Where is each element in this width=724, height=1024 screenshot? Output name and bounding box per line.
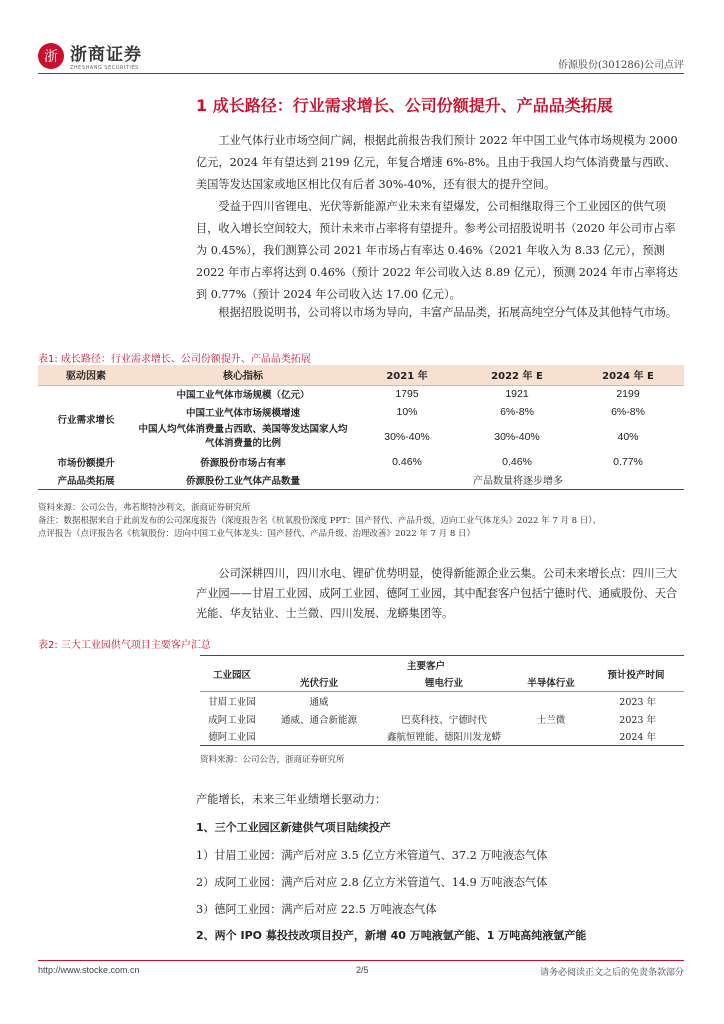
text-line: 1）甘眉工业园：满产后对应 3.5 亿立方米管道气、37.2 万吨液态气体 <box>196 849 548 862</box>
table-row: 德阿工业园 鑫航恒锂能、德阳川发龙蟒 2024 年 <box>200 728 684 746</box>
paragraph-3: 根据招股说明书，公司将以市场为导向，丰富产品品类，拓展高纯空分气体及其他特气市场。 <box>218 306 678 319</box>
table2-source: 资料来源：公司公告，浙商证券研究所 <box>200 755 345 765</box>
table-header: 工业园区 <box>200 656 264 692</box>
page-number: 2/5 <box>356 965 369 975</box>
logo <box>38 40 142 71</box>
table-header: 驱动因素 <box>38 365 134 385</box>
disclaimer-note: 请务必阅读正文之后的免责条款部分 <box>539 968 684 978</box>
table-header: 预计投产时间 <box>588 656 684 692</box>
paragraph-2: 受益于四川省锂电、光伏等新能源产业未来有望爆发，公司相继取得三个工业园区的供气项目，收入增长空间较大，预计未来市占率将有望提升。参考公司招股说明书（2020 年公司市占率为 0.45%），我们测算公司 2021 年市场占有率达 0.46%（2021 年收入为 8.33 亿元），预测 2022 年市占率将达到 0.46%（预计 2022 年公司收入达 8.89 亿元），预测 2024 年市占率将达到 0.77%（预计 2024 年公司收入达 17.00 亿元）。 <box>196 200 678 301</box>
paragraph-4: 公司深耕四川，四川水电、锂矿优势明显，使得新能源企业云集。公司未来增长点：四川三大产业园——甘眉工业园、成阿工业园、德阿工业园，其中配套客户包括宁德时代、通威股份、天合光能、华友钴业、士兰微、四川发展、龙蟒集团等。 <box>196 567 678 620</box>
table-growth-path <box>38 365 684 490</box>
table-row: 产品品类拓展 侨源股份工业气体产品数量 产品数量将逐步增多 <box>38 471 684 489</box>
text-line: 2）成阿工业园：满产后对应 2.8 亿立方米管道气、14.9 万吨液态气体 <box>196 876 548 889</box>
table1-note-cont: 点评报告（点评报告名《杭氧股份：迈向中国工业气体龙头：国产替代、产品升级、治理改善》2022 年 7 月 8 日） <box>38 529 475 539</box>
paragraph-1: 工业气体行业市场空间广阔，根据此前报告我们预计 2022 年中国工业气体市场规模为 2000 亿元，2024 年有望达到 2199 亿元，年复合增速 6%-8%。且由于我国人均气体消费量与西欧、美国等发达国家或地区相比仅有后者 30%-40%，还有很大的提升空间。 <box>196 134 678 191</box>
table-header: 核心指标 <box>134 365 352 385</box>
text-line: 产能增长，未来三年业绩增长驱动力： <box>196 793 387 806</box>
table-header: 2022 年 E <box>462 365 572 385</box>
table-header: 主要客户 <box>264 656 588 674</box>
table-header: 2024 年 E <box>572 365 684 385</box>
table1-source: 资料来源：公司公告，弗若斯特沙利文，浙商证券研究所 <box>38 503 251 513</box>
subheading: 1、三个工业园区新建供气项目陆续投产 <box>196 821 391 834</box>
subheading: 2、两个 IPO 募投技改项目投产，新增 40 万吨液氩产能、1 万吨高纯液氩产能 <box>196 929 587 942</box>
table-row: 中国人均气体消费量占西欧、美国等发达国家人均气体消费量的比例 30%-40% 30%-40% 40% <box>138 424 639 449</box>
table-row: 成阿工业园 通威、通合新能源 巴莫科技、宁德时代 士兰微 2023 年 <box>208 714 656 726</box>
table-header: 2021 年 <box>352 365 462 385</box>
logo-english: ZHESHANG SECURITIES <box>70 65 139 71</box>
table1-note: 备注：数据根据来自于此前发布的公司深度报告（深度报告名《杭氧股份深度 PPT：国产替代、产品升级，迈向工业气体龙头》2022 年 7 月 8 日）、 <box>38 516 602 526</box>
table-row: 市场份额提升 侨源股份市场占有率 0.46% 0.46% 0.77% <box>57 456 643 469</box>
table-header: 半导体行业 <box>514 674 588 692</box>
table2-caption: 表2: 三大工业园供气项目主要客户汇总 <box>38 640 211 651</box>
footer-url[interactable]: http://www.stocke.com.cn <box>38 965 140 975</box>
section-title: 1 成长路径：行业需求增长、公司份额提升、产品品类拓展 <box>196 96 613 115</box>
text-line: 3）德阿工业园：满产后对应 22.5 万吨液态气体 <box>196 903 437 916</box>
logo-name: 浙商证券 <box>70 45 142 65</box>
report-label: 侨源股份(301286)公司点评 <box>558 60 684 71</box>
table-row: 中国工业气体市场规模增速 10% 6%-8% 6%-8% <box>185 406 645 419</box>
table-header: 锂电行业 <box>374 674 514 692</box>
page-footer <box>38 960 684 980</box>
logo-icon: 浙 <box>38 43 64 69</box>
page-header <box>38 38 684 74</box>
table1-caption: 表1: 成长路径：行业需求增长、公司份额提升、产品品类拓展 <box>38 354 311 365</box>
table-customers <box>200 655 684 746</box>
table-header: 光伏行业 <box>264 674 374 692</box>
table-row: 甘眉工业园 通威 2023 年 <box>208 696 656 708</box>
table-row: 行业需求增长 中国工业气体市场规模（亿元） 1795 1921 2199 <box>57 388 640 427</box>
